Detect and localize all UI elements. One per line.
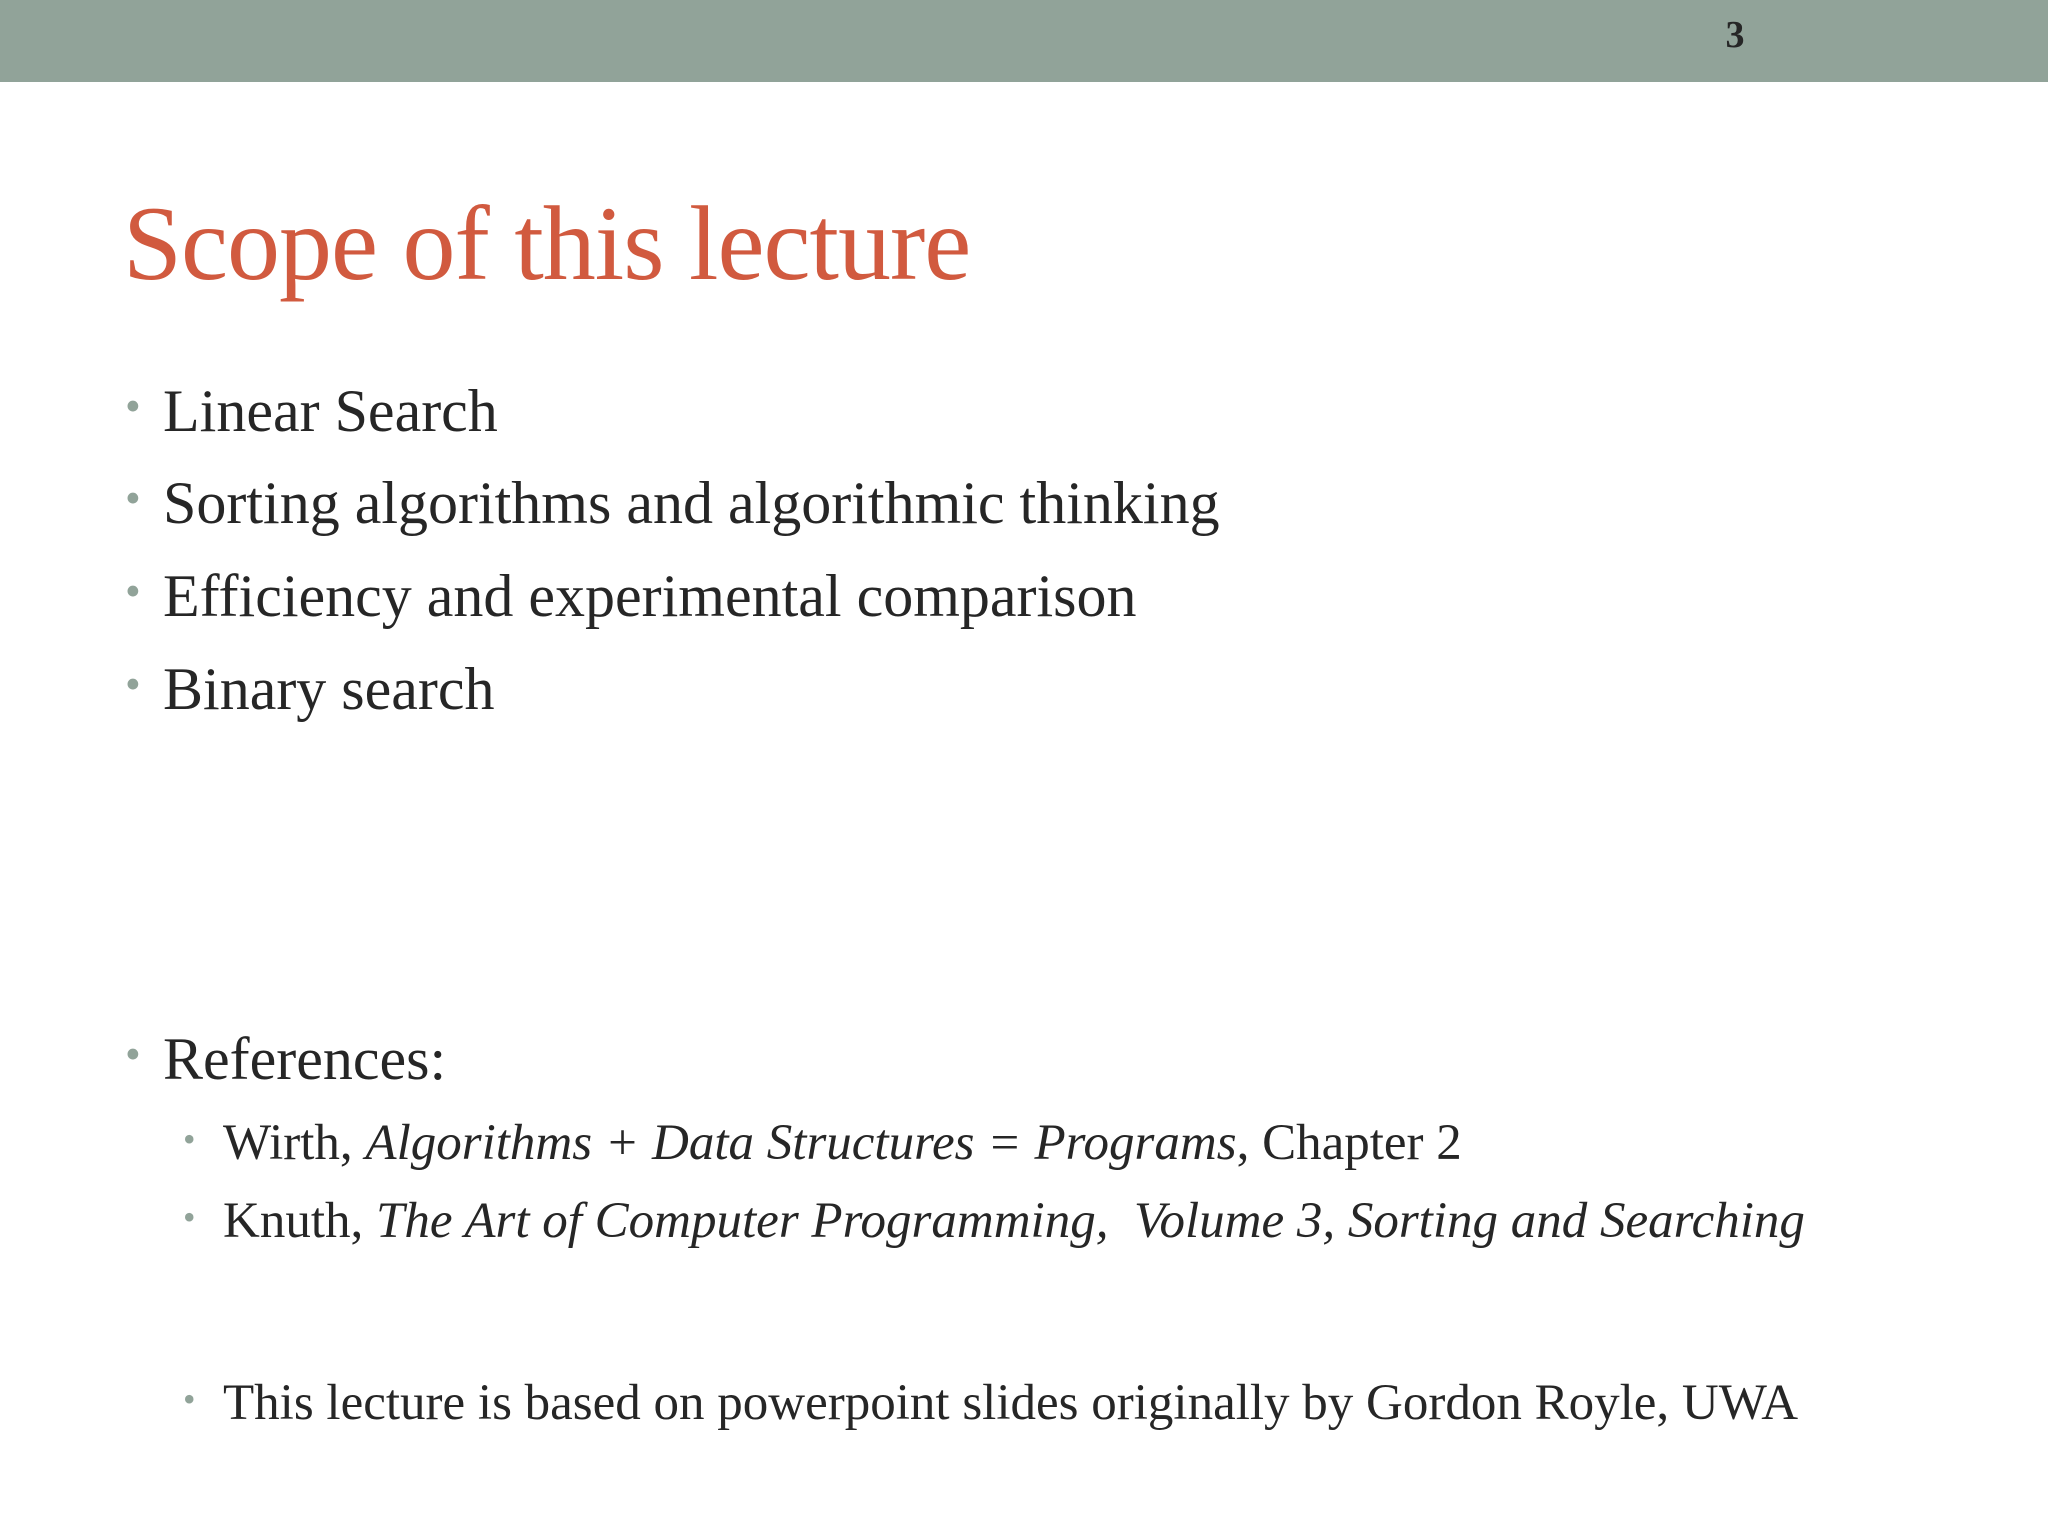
credit-text: This lecture is based on powerpoint slides originally by Gordon Royle, UWA [223, 1375, 1799, 1431]
reference-work: Algorithms + Data Structures = Programs [365, 1115, 1237, 1171]
bullet-dot: • [125, 473, 141, 524]
bullet-text: Linear Search [163, 378, 498, 444]
reference-work: The Art of Computer Programming, Volume 3, Sorting and Searching [376, 1193, 1805, 1249]
bullet-text: Sorting algorithms and algorithmic thinking [163, 470, 1220, 536]
sub-bullet-dot: • [183, 1197, 196, 1238]
bullet-linear-search [125, 375, 498, 447]
sub-bullet-dot: • [183, 1119, 196, 1160]
bullet-text: Efficiency and experimental comparison [163, 563, 1137, 629]
bullet-references [125, 1023, 446, 1095]
bullet-sorting-algorithms [125, 467, 1220, 539]
reference-detail: , Chapter 2 [1236, 1115, 1462, 1171]
reference-author: Knuth, [223, 1193, 376, 1249]
reference-text [223, 1191, 1805, 1252]
slide-number: 3 [1725, 14, 1745, 56]
reference-author: Wirth, [223, 1115, 366, 1171]
credit-note [183, 1373, 1798, 1434]
bullet-dot: • [125, 1029, 141, 1080]
reference-text [223, 1113, 1462, 1174]
reference-wirth [183, 1113, 1462, 1174]
bullet-binary-search [125, 653, 495, 725]
sub-bullet-dot: • [183, 1379, 196, 1420]
bullet-efficiency [125, 560, 1137, 632]
bullet-dot: • [125, 381, 141, 432]
slide-title: Scope of this lecture [123, 185, 971, 302]
bullet-text: Binary search [163, 656, 495, 722]
bullet-dot: • [125, 659, 141, 710]
references-label: References: [163, 1026, 447, 1092]
bullet-dot: • [125, 566, 141, 617]
reference-knuth [183, 1191, 1805, 1252]
